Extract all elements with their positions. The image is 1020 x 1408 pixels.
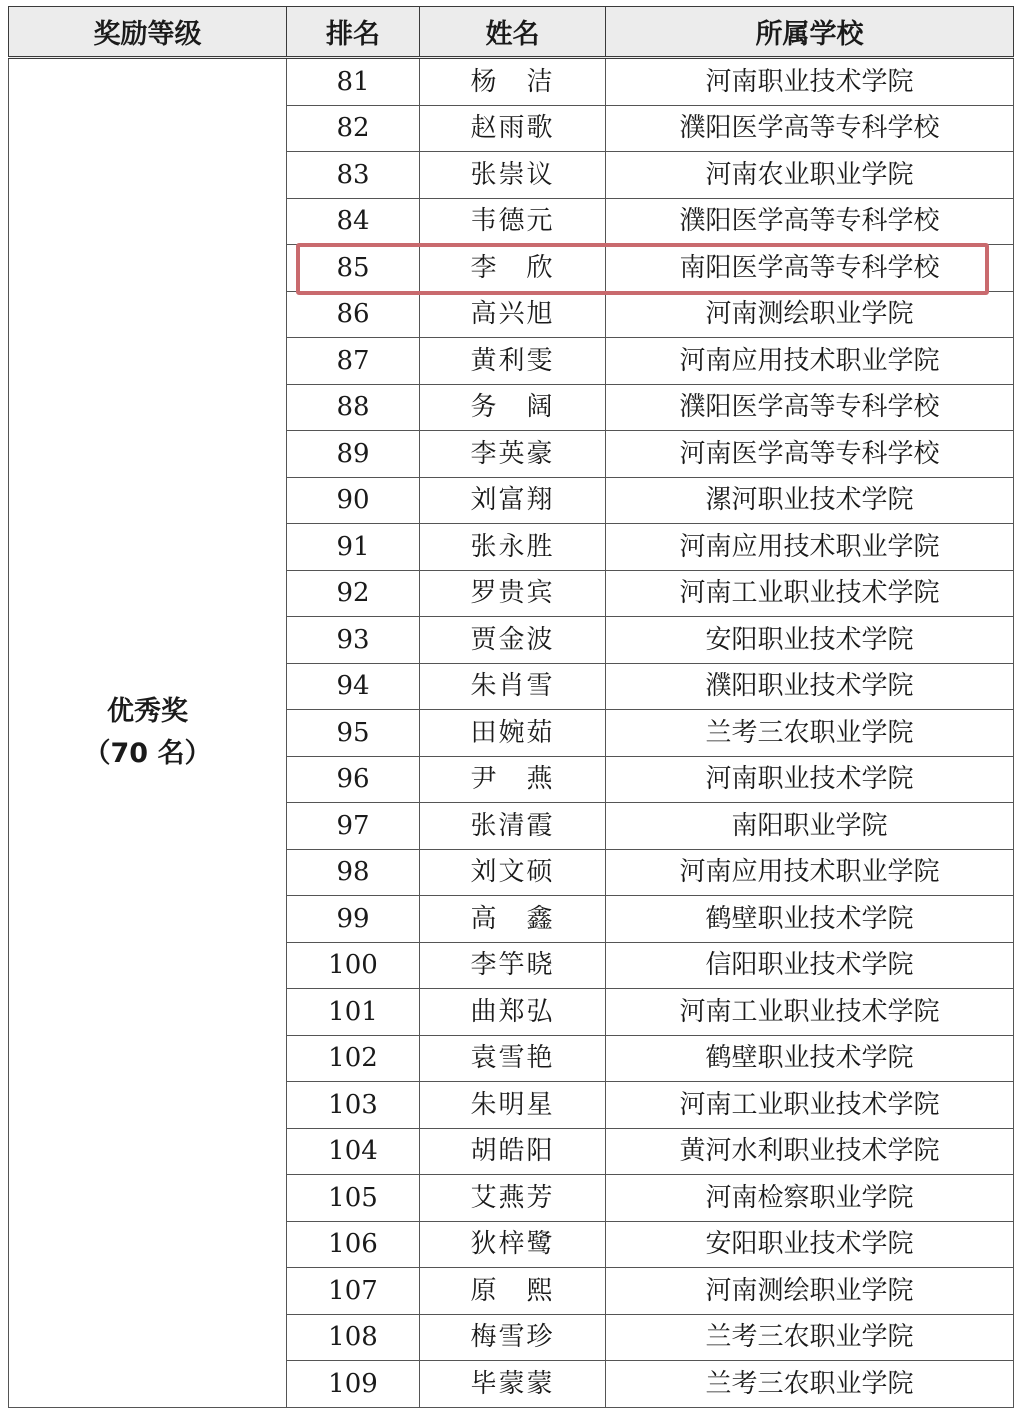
school-cell: 河南医学高等专科学校 (606, 431, 1014, 478)
name-cell: 高兴旭 (420, 291, 606, 338)
school-cell: 濮阳医学高等专科学校 (606, 384, 1014, 431)
school-cell: 河南测绘职业学院 (606, 1268, 1014, 1315)
name-cell: 张崇议 (420, 152, 606, 199)
rank-cell: 81 (287, 58, 420, 106)
rank-cell: 104 (287, 1128, 420, 1175)
rank-cell: 109 (287, 1361, 420, 1408)
award-level-title: 优秀奖 (107, 695, 188, 727)
name-cell: 狄梓鹭 (420, 1221, 606, 1268)
name-cell: 胡皓阳 (420, 1128, 606, 1175)
school-cell: 河南工业职业技术学院 (606, 989, 1014, 1036)
school-cell: 漯河职业技术学院 (606, 477, 1014, 524)
school-cell: 濮阳职业技术学院 (606, 663, 1014, 710)
name-cell: 杨 洁 (420, 58, 606, 106)
school-cell: 河南农业职业学院 (606, 152, 1014, 199)
award-level-cell (9, 58, 287, 1408)
name-cell: 李竽晓 (420, 942, 606, 989)
name-cell: 李英豪 (420, 431, 606, 478)
rank-cell: 94 (287, 663, 420, 710)
school-cell: 河南测绘职业学院 (606, 291, 1014, 338)
rank-cell: 95 (287, 710, 420, 757)
rank-cell: 89 (287, 431, 420, 478)
school-cell: 河南应用技术职业学院 (606, 849, 1014, 896)
school-cell: 安阳职业技术学院 (606, 617, 1014, 664)
school-cell: 鹤壁职业技术学院 (606, 896, 1014, 943)
table-body (9, 58, 1014, 1408)
rank-cell: 98 (287, 849, 420, 896)
school-cell: 濮阳医学高等专科学校 (606, 198, 1014, 245)
header-row (9, 7, 1014, 58)
name-cell: 曲郑弘 (420, 989, 606, 1036)
name-cell: 原 熙 (420, 1268, 606, 1315)
name-cell: 刘文硕 (420, 849, 606, 896)
name-cell: 李 欣 (420, 245, 606, 292)
name-cell: 黄利雯 (420, 338, 606, 385)
rank-cell: 82 (287, 105, 420, 152)
header-rank: 排名 (287, 7, 420, 58)
rank-cell: 86 (287, 291, 420, 338)
name-cell: 朱明星 (420, 1082, 606, 1129)
name-cell: 刘富翔 (420, 477, 606, 524)
name-cell: 张清霞 (420, 803, 606, 850)
name-cell: 尹 燕 (420, 756, 606, 803)
rank-cell: 108 (287, 1314, 420, 1361)
school-cell: 兰考三农职业学院 (606, 710, 1014, 757)
award-level-count: （70 名） (83, 737, 212, 769)
school-cell: 濮阳医学高等专科学校 (606, 105, 1014, 152)
header-name: 姓名 (420, 7, 606, 58)
name-cell: 田婉茹 (420, 710, 606, 757)
header-award-level: 奖励等级 (9, 7, 287, 58)
rank-cell: 107 (287, 1268, 420, 1315)
award-table (8, 6, 1014, 1408)
rank-cell: 90 (287, 477, 420, 524)
table-row (9, 58, 1014, 106)
rank-cell: 93 (287, 617, 420, 664)
rank-cell: 91 (287, 524, 420, 571)
school-cell: 信阳职业技术学院 (606, 942, 1014, 989)
school-cell: 河南工业职业技术学院 (606, 570, 1014, 617)
school-cell: 河南应用技术职业学院 (606, 524, 1014, 571)
name-cell: 韦德元 (420, 198, 606, 245)
school-cell: 南阳医学高等专科学校 (606, 245, 1014, 292)
rank-cell: 106 (287, 1221, 420, 1268)
rank-cell: 96 (287, 756, 420, 803)
school-cell: 河南职业技术学院 (606, 58, 1014, 106)
name-cell: 梅雪珍 (420, 1314, 606, 1361)
school-cell: 南阳职业学院 (606, 803, 1014, 850)
rank-cell: 83 (287, 152, 420, 199)
name-cell: 张永胜 (420, 524, 606, 571)
name-cell: 艾燕芳 (420, 1175, 606, 1222)
name-cell: 朱肖雪 (420, 663, 606, 710)
rank-cell: 101 (287, 989, 420, 1036)
school-cell: 河南应用技术职业学院 (606, 338, 1014, 385)
rank-cell: 105 (287, 1175, 420, 1222)
school-cell: 鹤壁职业技术学院 (606, 1035, 1014, 1082)
name-cell: 赵雨歌 (420, 105, 606, 152)
rank-cell: 87 (287, 338, 420, 385)
rank-cell: 103 (287, 1082, 420, 1129)
name-cell: 袁雪艳 (420, 1035, 606, 1082)
name-cell: 贾金波 (420, 617, 606, 664)
rank-cell: 88 (287, 384, 420, 431)
rank-cell: 99 (287, 896, 420, 943)
school-cell: 兰考三农职业学院 (606, 1314, 1014, 1361)
school-cell: 安阳职业技术学院 (606, 1221, 1014, 1268)
name-cell: 毕蒙蒙 (420, 1361, 606, 1408)
name-cell: 罗贵宾 (420, 570, 606, 617)
school-cell: 河南工业职业技术学院 (606, 1082, 1014, 1129)
school-cell: 黄河水利职业技术学院 (606, 1128, 1014, 1175)
rank-cell: 97 (287, 803, 420, 850)
name-cell: 高 鑫 (420, 896, 606, 943)
header-school: 所属学校 (606, 7, 1014, 58)
name-cell: 务 阔 (420, 384, 606, 431)
school-cell: 河南检察职业学院 (606, 1175, 1014, 1222)
rank-cell: 100 (287, 942, 420, 989)
school-cell: 兰考三农职业学院 (606, 1361, 1014, 1408)
rank-cell: 85 (287, 245, 420, 292)
school-cell: 河南职业技术学院 (606, 756, 1014, 803)
rank-cell: 84 (287, 198, 420, 245)
rank-cell: 102 (287, 1035, 420, 1082)
rank-cell: 92 (287, 570, 420, 617)
